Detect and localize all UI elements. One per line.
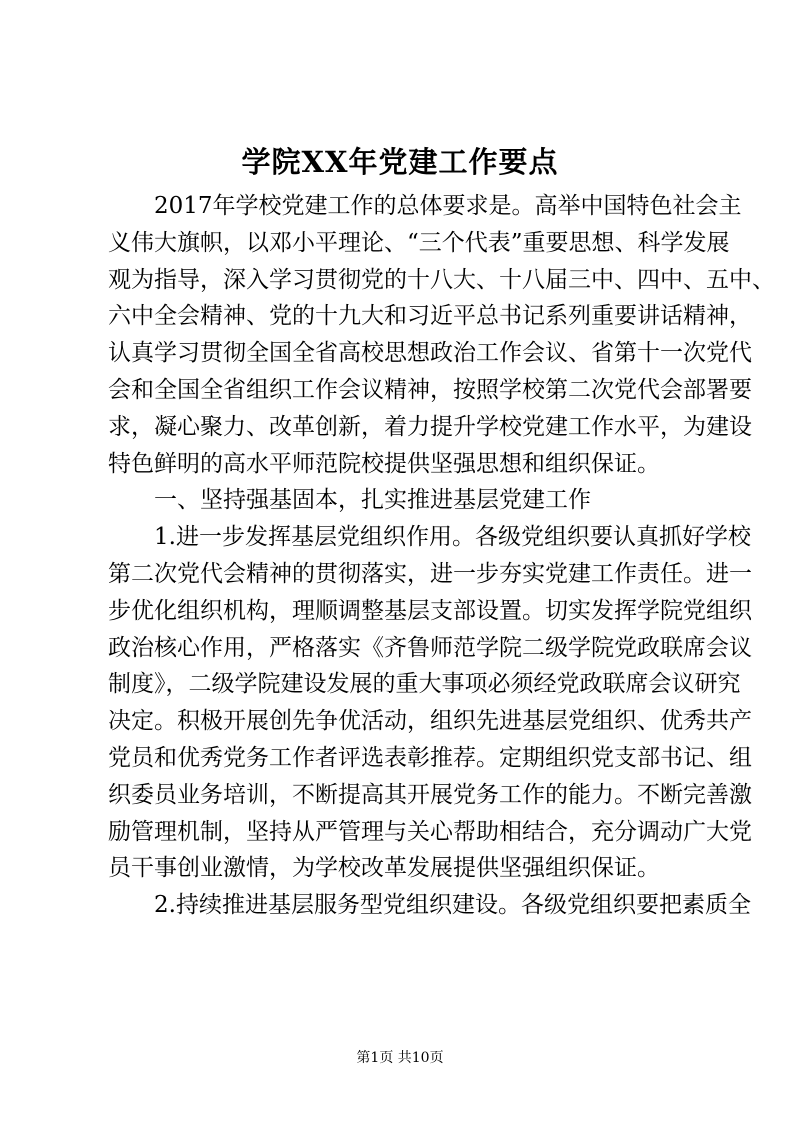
document-body [108,188,775,924]
paragraph-line: 励管理机制，坚持从严管理与关心帮助相结合，充分调动广大党 [108,818,752,845]
paragraph-line: 特色鲜明的高水平师范院校提供坚强思想和组织保证。 [108,450,660,477]
paragraph-line: 1.进一步发挥基层党组织作用。各级党组织要认真抓好学校 [154,524,751,551]
section-heading: 一、坚持强基固本，扎实推进基层党建工作 [154,487,591,514]
paragraph-line: 求，凝心聚力、改革创新，着力提升学校党建工作水平，为建设 [108,413,752,440]
paragraph-line: 步优化组织机构，理顺调整基层支部设置。切实发挥学院党组织 [108,597,752,624]
paragraph-line: 2017年学校党建工作的总体要求是。高举中国特色社会主 [154,193,742,219]
paragraph-line: 2.持续推进基层服务型党组织建设。各级党组织要把素质全 [154,892,751,919]
paragraph-line: 党员和优秀党务工作者评选表彰推荐。定期组织党支部书记、组 [108,744,752,771]
paragraph-line: 制度》，二级学院建设发展的重大事项必须经党政联席会议研究 [108,671,741,698]
paragraph-line: 六中全会精神、党的十九大和习近平总书记系列重要讲话精神， [108,303,752,330]
page-footer: 第1页 共10页 [356,1050,444,1066]
paragraph-line: 第二次党代会精神的贯彻落实，进一步夯实党建工作责任。进一 [108,560,752,587]
paragraph-line: 观为指导，深入学习贯彻党的十八大、十八届三中、四中、五中、 [108,266,775,293]
paragraph-line: 政治核心作用，严格落实《齐鲁师范学院二级学院党政联席会议 [108,634,752,661]
paragraph-line: 决定。积极开展创先争优活动，组织先进基层党组织、优秀共产 [108,708,752,735]
paragraph-line: 认真学习贯彻全国全省高校思想政治工作会议、省第十一次党代 [108,340,752,367]
paragraph-line: 会和全国全省组织工作会议精神，按照学校第二次党代会部署要 [108,376,752,403]
paragraph-line: 员干事创业激情，为学校改革发展提供坚强组织保证。 [108,855,660,882]
paragraph-line: 织委员业务培训，不断提高其开展党务工作的能力。不断完善激 [108,781,752,808]
paragraph-line: 义伟大旗帜，以邓小平理论、“三个代表”重要思想、科学发展 [108,229,730,256]
document-title: 学院XX年党建工作要点 [241,145,559,179]
